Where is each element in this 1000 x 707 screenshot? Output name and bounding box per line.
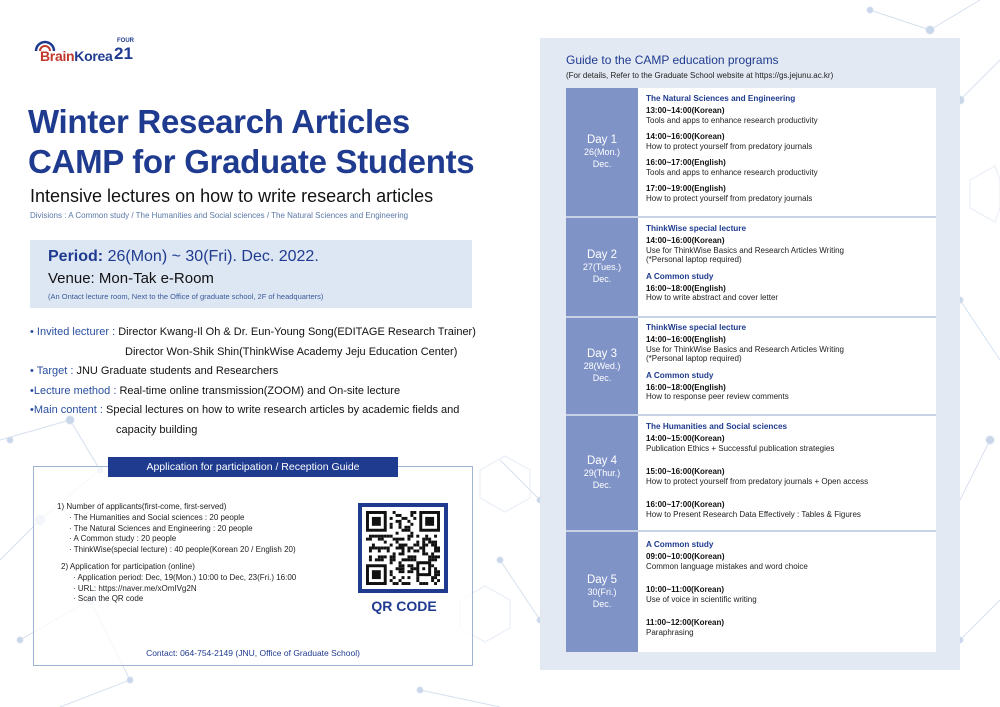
- day-5-block: [566, 532, 638, 652]
- day-1-sessions: [646, 94, 936, 210]
- session-title: Publication Ethics + Successful publication strategies: [646, 443, 835, 453]
- session-time: 09:00~10:00(Korean): [646, 552, 725, 561]
- day-5-sessions: [646, 540, 936, 644]
- app-line-1: 1) Number of applicants(first-come, first-served): [57, 502, 227, 511]
- day-5-name: Day 5: [586, 574, 618, 586]
- session-time: 14:00~16:00(English): [646, 335, 726, 344]
- day-1-category: The Natural Sciences and Engineering: [646, 94, 796, 103]
- session-title: Tools and apps to enhance research productivity: [646, 115, 818, 125]
- day-2-name: Day 2: [586, 249, 618, 261]
- day-5-date: 30(Fri.): [587, 587, 617, 597]
- application-header: Application for participation / Reception Guide: [108, 457, 398, 477]
- contact-info: Contact: 064-754-2149 (JNU, Office of Graduate School): [146, 648, 360, 658]
- day-3-block: [566, 318, 638, 414]
- info-content: [30, 401, 520, 421]
- period-value: 26(Mon) ~ 30(Fri). Dec. 2022.: [107, 248, 319, 265]
- period-label: Period:: [48, 248, 104, 265]
- qr-code-label: QR CODE: [371, 598, 437, 614]
- info-lecturer: [30, 323, 520, 343]
- brainkorea-logo: [30, 38, 140, 66]
- info-target-key: • Target :: [30, 365, 74, 377]
- title-line-1: Winter Research Articles: [28, 103, 410, 140]
- day-4-sessions: [646, 422, 936, 526]
- day-4-block: [566, 416, 638, 530]
- day-4-date: 29(Thur.): [583, 468, 621, 478]
- app-line-6: 2) Application for participation (online): [61, 561, 195, 571]
- session-time: 15:00~16:00(Korean): [646, 467, 725, 476]
- day-2-block: [566, 218, 638, 316]
- title-line-2: CAMP for Graduate Students: [28, 143, 475, 180]
- session-time: 14:00~15:00(Korean): [646, 434, 725, 443]
- session-title: Use of voice in scientific writing: [646, 594, 757, 604]
- day-3-month: Dec.: [592, 373, 612, 383]
- day-1-block: [566, 88, 638, 216]
- info-target: [30, 362, 520, 382]
- info-lecturer-key: • Invited lecturer :: [30, 326, 116, 338]
- session-note: (*Personal laptop required): [646, 255, 742, 264]
- session-title: Use for ThinkWise Basics and Research Articles Writing: [646, 344, 844, 354]
- guide-title: Guide to the CAMP education programs: [566, 53, 779, 67]
- day-2-category-2: A Common study: [646, 271, 714, 281]
- session-time: 16:00~18:00(English): [646, 283, 726, 293]
- subtitle: Intensive lectures on how to write research articles: [30, 186, 434, 206]
- session-time: 16:00~18:00(English): [646, 382, 726, 392]
- app-line-3: · The Natural Sciences and Engineering : 20 people: [69, 523, 253, 533]
- info-content-1: Special lectures on how to write research articles by academic fields and: [106, 404, 460, 416]
- day-1-name: Day 1: [586, 134, 618, 146]
- app-line-8[interactable]: · URL: https://naver.me/xOmIVg2N: [73, 583, 197, 593]
- app-line-5: · ThinkWise(special lecture) : 40 people(Korean 20 / English 20): [69, 545, 296, 555]
- app-line-7: · Application period: Dec, 19(Mon.) 10:00 to Dec, 23(Fri.) 16:00: [73, 572, 297, 582]
- day-2-category-1: ThinkWise special lecture: [646, 224, 747, 233]
- day-1-month: Dec.: [592, 159, 612, 169]
- session-title: How to response peer review comments: [646, 392, 789, 401]
- day-3-category-1: ThinkWise special lecture: [646, 323, 747, 332]
- period: [48, 248, 319, 266]
- day-4-name: Day 4: [586, 455, 618, 467]
- session-title: Paraphrasing: [646, 627, 694, 637]
- session-time: 17:00~19:00(English): [646, 184, 726, 193]
- session-time: 11:00~12:00(Korean): [646, 618, 725, 627]
- session-time: 16:00~17:00(English): [646, 158, 726, 167]
- venue-note: (An Ontact lecture room, Next to the Office of graduate school, 2F of headquarters): [48, 292, 324, 301]
- info-list: [30, 323, 520, 440]
- day-2-month: Dec.: [592, 274, 612, 284]
- day-5-category: A Common study: [646, 540, 714, 549]
- qr-code-icon: [366, 511, 440, 585]
- venue-label: Venue:: [48, 270, 95, 287]
- session-title: How to Present Research Data Effectively : Tables & Figures: [646, 509, 861, 519]
- app-line-9: · Scan the QR code: [73, 594, 144, 604]
- day-3-sessions: [646, 323, 936, 409]
- period-venue-box: [30, 240, 472, 308]
- venue-value: Mon-Tak e-Room: [98, 270, 214, 287]
- session-time: 14:00~16:00(Korean): [646, 236, 725, 245]
- session-note: (*Personal laptop required): [646, 354, 742, 363]
- session-title: Use for ThinkWise Basics and Research Articles Writing: [646, 245, 844, 255]
- info-lecturer-1: Director Kwang-Il Oh & Dr. Eun-Young Song(EDITAGE Research Trainer): [118, 326, 476, 338]
- day-3-date: 28(Wed.): [583, 361, 621, 371]
- page-title: [28, 102, 528, 182]
- info-lecturer-2: Director Won-Shik Shin(ThinkWise Academy Jeju Education Center): [125, 345, 458, 358]
- day-3-name: Day 3: [586, 348, 618, 360]
- app-line-2: · The Humanities and Social sciences : 20 people: [69, 512, 245, 522]
- info-method-key: •Lecture method :: [30, 384, 117, 397]
- day-3-category-2: A Common study: [646, 370, 714, 380]
- venue: [48, 270, 214, 287]
- logo-number: 21: [114, 44, 133, 63]
- day-2-sessions: [646, 224, 936, 310]
- day-1-date: 26(Mon.): [583, 147, 620, 157]
- application-details: [57, 502, 296, 605]
- schedule-table: [566, 88, 936, 652]
- session-title: Tools and apps to enhance research productivity: [646, 167, 818, 177]
- info-content-2: capacity building: [116, 423, 198, 436]
- session-time: 10:00~11:00(Korean): [646, 585, 725, 594]
- divisions-text: Divisions : A Common study / The Humanities and Social sciences / The Natural Sciences and Engineering: [30, 211, 409, 220]
- logo-four: FOUR: [117, 38, 134, 44]
- session-time: 14:00~16:00(Korean): [646, 132, 725, 141]
- logo-brand: BrainKorea: [40, 48, 113, 64]
- day-2-date: 27(Tues.): [582, 262, 622, 272]
- session-title: Common language mistakes and word choice: [646, 561, 808, 571]
- session-title: How to write abstract and cover letter: [646, 293, 779, 302]
- session-title: How to protect yourself from predatory journals: [646, 141, 813, 151]
- day-5-month: Dec.: [592, 599, 612, 609]
- session-title: How to protect yourself from predatory journals: [646, 193, 813, 203]
- guide-subtitle: (For details, Refer to the Graduate School website at https://gs.jejunu.ac.kr): [566, 71, 834, 80]
- info-method: [30, 382, 520, 402]
- app-line-4: · A Common study : 20 people: [69, 534, 177, 544]
- session-title: How to protect yourself from predatory journals + Open access: [646, 476, 869, 486]
- info-content-key: •Main content :: [30, 404, 103, 416]
- qr-code[interactable]: [358, 503, 448, 593]
- day-4-month: Dec.: [592, 480, 612, 490]
- session-time: 16:00~17:00(Korean): [646, 500, 725, 509]
- day-4-category: The Humanities and Social sciences: [646, 422, 788, 431]
- info-target-value: JNU Graduate students and Researchers: [76, 365, 279, 377]
- info-method-value: Real-time online transmission(ZOOM) and On-site lecture: [119, 384, 401, 397]
- session-time: 13:00~14:00(Korean): [646, 106, 725, 115]
